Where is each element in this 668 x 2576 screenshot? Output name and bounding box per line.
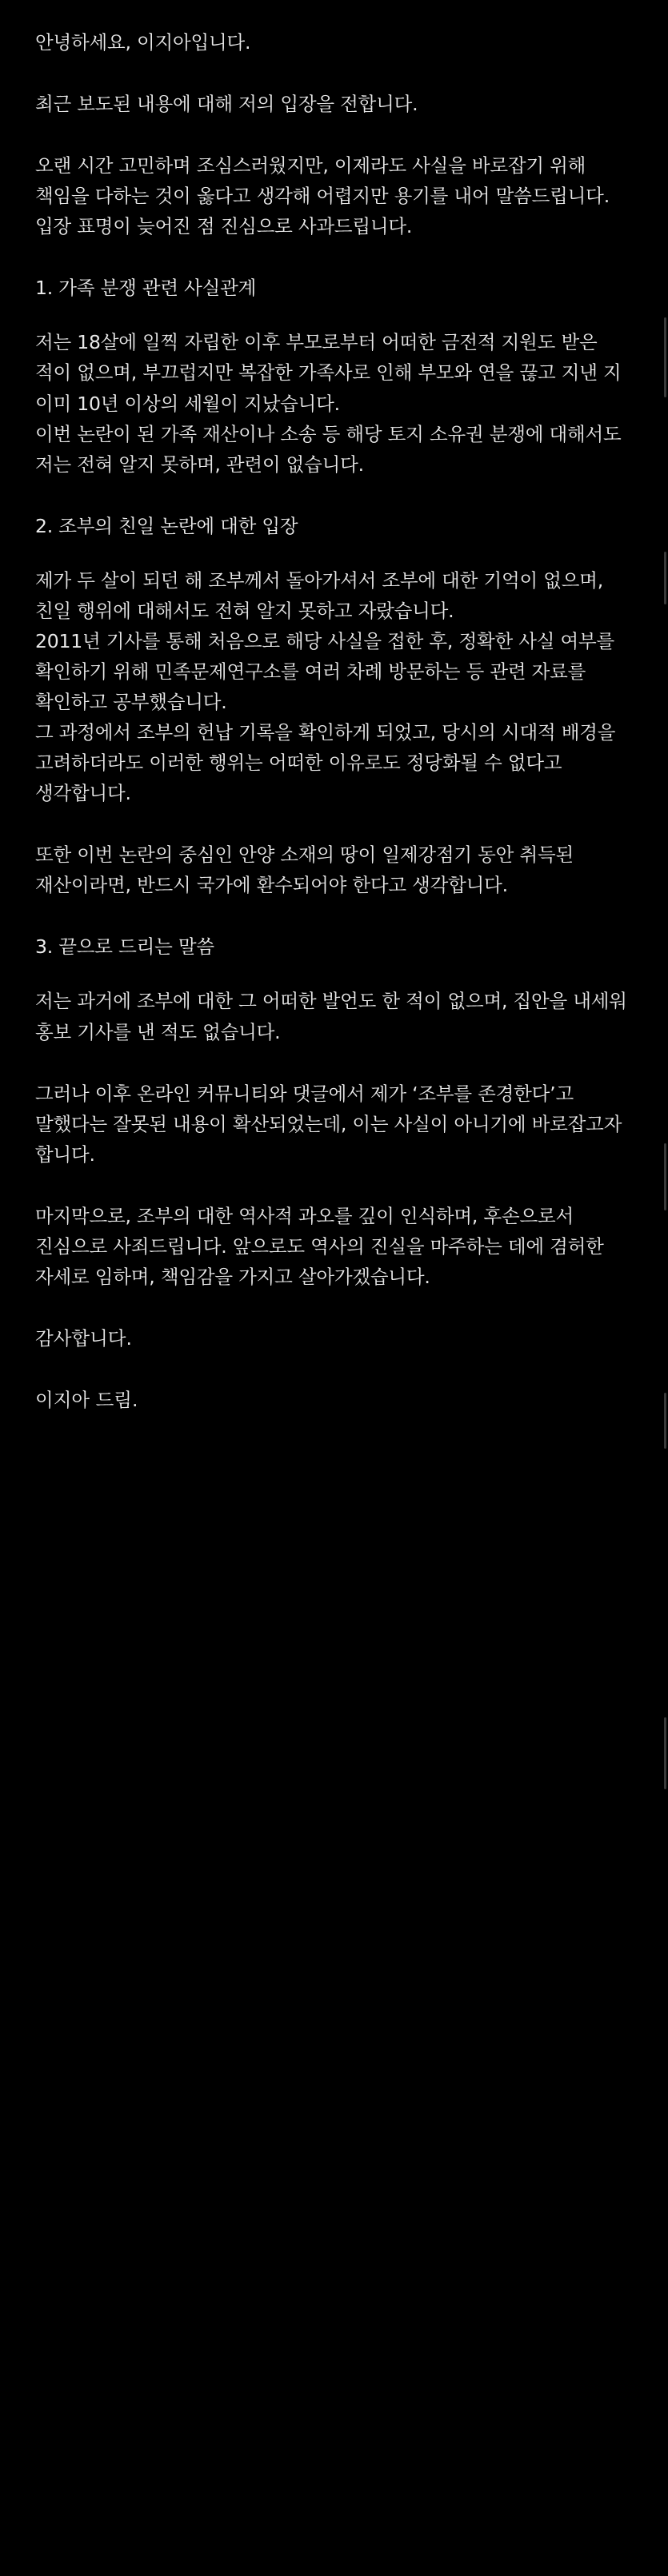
- section-1-heading: 1. 가족 분쟁 관련 사실관계: [35, 277, 257, 300]
- preface-paragraph: 오랜 시간 고민하며 조심스러웠지만, 이제라도 사실을 바로잡기 위해 책임을 다하는 것이 옳다고 생각해 어렵지만 용기를 내어 말씀드립니다.: [35, 154, 610, 208]
- apology-delay-paragraph: 입장 표명이 늦어진 점 진심으로 사과드립니다.: [35, 215, 413, 238]
- greeting-paragraph: 안녕하세요, 이지아입니다.: [35, 31, 251, 54]
- section-2-heading: 2. 조부의 친일 논란에 대한 입장: [35, 514, 298, 537]
- section-3-heading: 3. 끝으로 드리는 말씀: [35, 935, 214, 959]
- spacer: [35, 480, 633, 511]
- spacer: [35, 1354, 633, 1385]
- section-1-paragraph-2: 이번 논란이 된 가족 재산이나 소송 등 해당 토지 소유권 분쟁에 대해서도 저는 전혀 알지 못하며, 관련이 없습니다.: [35, 422, 627, 476]
- spacer: [35, 900, 633, 931]
- spacer: [35, 119, 633, 150]
- closing-thanks: 감사합니다.: [35, 1326, 132, 1350]
- spacer: [35, 962, 633, 986]
- spacer: [35, 241, 633, 273]
- spacer: [35, 1047, 633, 1079]
- spacer: [35, 303, 633, 327]
- spacer: [35, 1292, 633, 1323]
- section-2-paragraph-3: 그 과정에서 조부의 헌납 기록을 확인하게 되었고, 당시의 시대적 배경을 고려하더라도 이러한 행위는 어떠한 이유로도 정당화될 수 없다고 생각합니다.: [35, 721, 622, 805]
- intro-paragraph: 최근 보도된 내용에 대해 저의 입장을 전합니다.: [35, 93, 418, 116]
- spacer: [35, 1170, 633, 1201]
- section-2-paragraph-4: 또한 이번 논란의 중심인 안양 소재의 땅이 일제강점기 동안 취득된 재산이라면, 반드시 국가에 환수되어야 한다고 생각합니다.: [35, 843, 580, 897]
- section-3-paragraph-2: 그러나 이후 온라인 커뮤니티와 댓글에서 제가 ‘조부를 존경한다’고 말했다는 잘못된 내용이 확산되었는데, 이는 사실이 아니기에 바로잡고자 합니다.: [35, 1082, 628, 1166]
- section-2-paragraph-1: 제가 두 살이 되던 해 조부께서 돌아가셔서 조부에 대한 기억이 없으며, 친일 행위에 대해서도 전혀 알지 못하고 자랐습니다.: [35, 568, 610, 622]
- section-2-paragraph-2: 2011년 기사를 통해 처음으로 해당 사실을 접한 후, 정확한 사실 여부를 확인하기 위해 민족문제연구소를 여러 차례 방문하는 등 관련 자료를 확인하고 공부했습니다.: [35, 629, 621, 713]
- section-1-paragraph-1: 저는 18살에 일찍 자립한 이후 부모로부터 어떠한 금전적 지원도 받은 적이 없으며, 부끄럽지만 복잡한 가족사로 인해 부모와 연을 끊고 지낸 지 이미 10년 이상의 세월이 지났습니다.: [35, 331, 627, 415]
- spacer: [35, 808, 633, 839]
- signature-line: 이지아 드림.: [35, 1389, 138, 1411]
- spacer: [35, 58, 633, 89]
- spacer: [35, 541, 633, 565]
- section-3-paragraph-1: 저는 과거에 조부에 대한 그 어떠한 발언도 한 적이 없으며, 집안을 내세워 홍보 기사를 낸 적도 없습니다.: [35, 990, 634, 1043]
- section-3-paragraph-3: 마지막으로, 조부의 대한 역사적 과오를 깊이 인식하며, 후손으로서 진심으로 사죄드립니다. 앞으로도 역사의 진실을 마주하는 데에 겸허한 자세로 임하며, 책임감을 가지고 살아가겠습니다.: [35, 1204, 610, 1288]
